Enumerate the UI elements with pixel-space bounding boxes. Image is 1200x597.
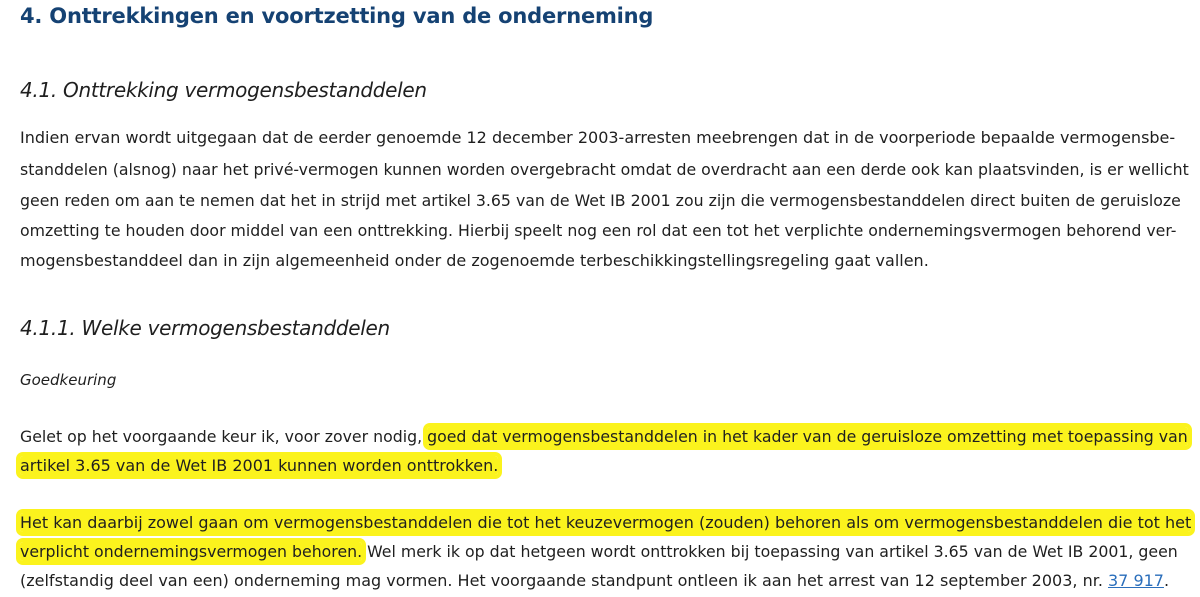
highlighted-text: verplicht ondernemingsvermogen behoren.: [20, 542, 363, 561]
plain-text: .: [1163, 571, 1170, 590]
subheading-goedkeuring: Goedkeuring: [20, 371, 117, 389]
highlighted-text: goed dat vermogensbestanddelen in het kader van de geruisloze omzetting met toepassing van: [427, 427, 1188, 446]
paragraph-line: [20, 510, 1191, 536]
plain-text: Gelet op het voorgaande keur ik, voor zover nodig,: [20, 427, 428, 446]
highlighted-text: artikel 3.65 van de Wet IB 2001 kunnen worden onttrokken.: [20, 456, 499, 475]
plain-text: (zelfstandig deel van een) onderneming mag vormen. Het voorgaande standpunt ontleen ik aan het arrest van 12 september 2003, nr.: [20, 571, 1108, 590]
section-heading-4-1: 4.1. Onttrekking vermogensbestanddelen: [20, 78, 427, 102]
paragraph-line: [20, 424, 1188, 450]
paragraph-line: mogensbestanddeel dan in zijn algemeenheid onder de zogenoemde terbeschikkingstellingsregeling gaat vallen.: [20, 251, 929, 270]
paragraph-line: [20, 539, 1178, 565]
paragraph-line: geen reden om aan te nemen dat het in strijd met artikel 3.65 van de Wet IB 2001 zou zijn die vermogensbestanddelen direct buiten de geruisloze: [20, 191, 1181, 210]
paragraph-line: [20, 453, 498, 479]
paragraph-line: [20, 568, 1169, 594]
section-heading-4: 4. Onttrekkingen en voortzetting van de onderneming: [20, 4, 654, 28]
paragraph-line: standdelen (alsnog) naar het privé-vermogen kunnen worden overgebracht omdat de overdracht aan een derde ook kan plaatsvinden, is er wellicht: [20, 160, 1189, 179]
plain-text: Wel merk ik op dat hetgeen wordt onttrokken bij toepassing van artikel 3.65 van de Wet IB 2001, geen: [362, 542, 1178, 561]
paragraph-line: Indien ervan wordt uitgegaan dat de eerder genoemde 12 december 2003-arresten meebrengen dat in de voorperiode bepaalde vermogensbe-: [20, 128, 1176, 147]
highlighted-text: Het kan daarbij zowel gaan om vermogensbestanddelen die tot het keuzevermogen (zouden) behoren als om vermogensbestanddelen die tot het: [20, 513, 1192, 532]
section-heading-4-1-1: 4.1.1. Welke vermogensbestanddelen: [20, 316, 390, 340]
paragraph-line: omzetting te houden door middel van een onttrekking. Hierbij speelt nog een rol dat een tot het verplichte ondernemingsvermogen behorend ver-: [20, 221, 1177, 240]
arrest-reference-link[interactable]: 37 917: [1108, 571, 1164, 590]
